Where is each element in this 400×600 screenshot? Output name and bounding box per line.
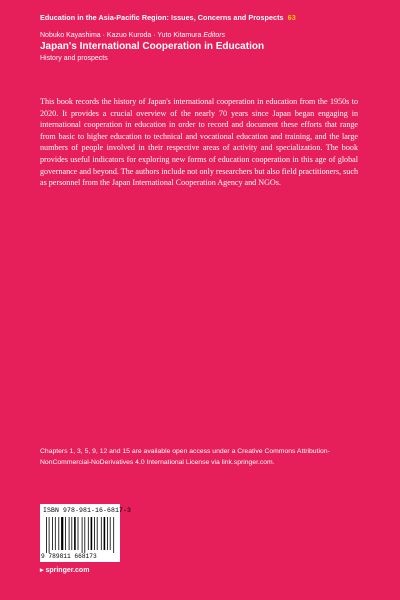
ean-digits: 9 789811 668173 xyxy=(41,553,97,560)
arrow-icon: ▸ xyxy=(40,567,44,574)
editors-role: Editors xyxy=(203,32,226,39)
book-description: This book records the history of Japan's international cooperation in education from the 1950s to 2020. It provides a crucial overview of the nearly 70 years since Japan began engaging in international cooperation in education in order to record and document these efforts that range from basic to higher education to technical and vocational education and training, and the large numbers of people involved in their respective areas of activity and specialization. The book provides useful indicators for exploring new forms of education cooperation in this age of global governance and beyond. The authors include not only researchers but also field practitioners, such as personnel from the Japan International Cooperation Agency and NGOs. xyxy=(40,97,358,188)
series-number: 63 xyxy=(287,13,296,22)
cover-header xyxy=(40,13,378,62)
open-access-note: Chapters 1, 3, 5, 9, 12 and 15 are available open access under a Creative Commons Attribution-NonCommercial-NoDerivatives 4.0 International License via link.springer.com. xyxy=(40,448,330,467)
series-title: Education in the Asia-Pacific Region: Issues, Concerns and Prospects xyxy=(40,13,284,22)
series-line xyxy=(40,13,378,22)
editors-line xyxy=(40,32,378,39)
book-subtitle: History and prospects xyxy=(40,55,108,62)
isbn-barcode xyxy=(40,504,132,562)
isbn-text: ISBN 978-981-16-6817-3 xyxy=(43,507,132,514)
website-text: springer.com xyxy=(45,567,90,574)
editor-names: Nobuko Kayashima · Kazuo Kuroda · Yuto Kitamura xyxy=(40,32,202,39)
barcode-icon xyxy=(46,517,116,553)
book-title: Japan's International Cooperation in Education xyxy=(40,41,265,52)
publisher-website xyxy=(40,566,89,574)
